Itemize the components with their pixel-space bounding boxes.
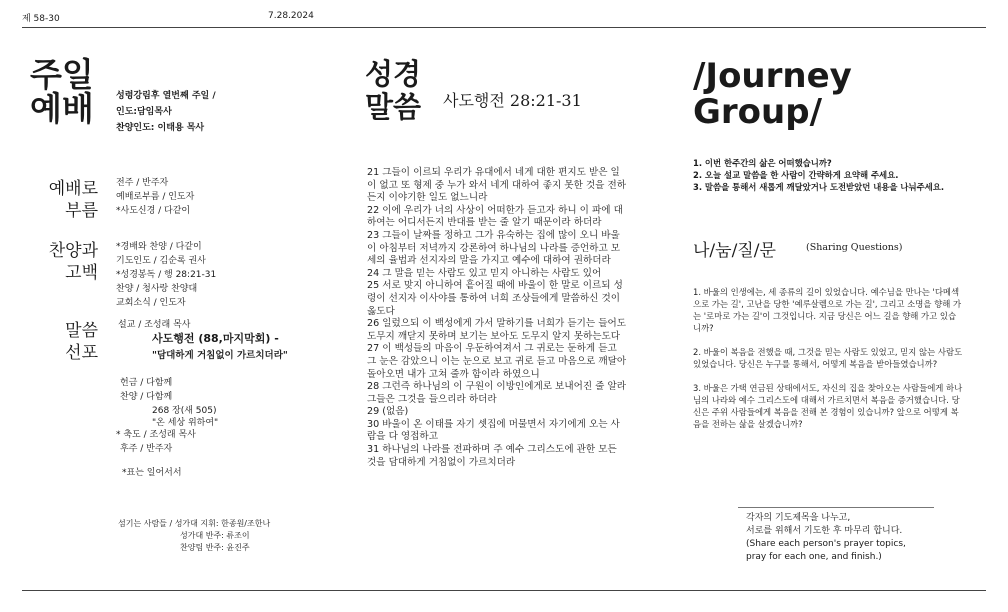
order-item: *성경봉독 / 행 28:21-31 [116, 270, 217, 280]
section-label: 고백 [65, 263, 98, 283]
question: 2. 오늘 설교 말씀을 한 사람이 간략하게 요약해 주세요. [693, 170, 899, 180]
verse: 24 그 말을 믿는 사람도 있고 믿지 아니하는 사람도 있어 [367, 267, 602, 279]
verse: 26 일렀으되 이 백성에게 가서 말하기를 너희가 듣기는 들어도 도무지 깨닫지 못하며 보기는 보아도 도무지 알지 못하는도다 [367, 318, 627, 342]
worship-title-line2: 예배 [30, 89, 94, 128]
prayer-divider [738, 507, 934, 508]
prayer-line: pray for each one, and finish.) [746, 552, 882, 562]
scripture-title-line2: 말씀 [365, 90, 422, 124]
section-label: 선포 [65, 343, 98, 363]
prayer-box [746, 512, 906, 564]
order-item: 교회소식 / 인도자 [116, 298, 186, 308]
closing-list [116, 376, 219, 456]
section-label: 부름 [65, 201, 98, 221]
servers-line: 찬양팀 반주: 윤진주 [180, 543, 250, 552]
sharing-title: 나/눔/질/문 [693, 241, 776, 261]
verse: 27 이 백성들의 마음이 우둔하여져서 그 귀로는 둔하게 듣고 그 눈은 감았으니 이는 눈으로 보고 귀로 듣고 마음으로 깨달아 돌아오면 내가 고쳐 줄까 함이라 하였으니 [367, 343, 627, 380]
hymn-title: "온 세상 위하여" [152, 418, 219, 428]
order-item: 찬양 / 다함께 [120, 392, 173, 402]
scripture-reference: 사도행전 28:21-31 [443, 91, 582, 110]
order-item: 기도인도 / 김순록 권사 [116, 256, 206, 266]
verse: 25 서로 맞지 아니하여 흩어질 때에 바울이 한 말로 이르되 성령이 선지자 이사야를 통하여 너희 조상들에게 말씀하신 것이 옳도다 [367, 280, 623, 317]
sharing-subtitle: (Sharing Questions) [806, 242, 903, 253]
sermon-title: 사도행전 (88,마지막회) - [152, 332, 279, 345]
sharing-question: 2. 바울이 복음을 전했을 때, 그것을 믿는 사람도 있었고, 믿지 않는 사람도 있었습니다. 당신은 누구를 통해서, 어떻게 복음을 받아들였습니까? [693, 347, 963, 369]
sharing-question: 3. 바울은 가택 연금된 상태에서도, 자신의 집을 찾아오는 사람들에게 하나님의 나라와 예수 그리스도에 대해서 가르치면서 복음을 증거했습니다. 당신은 주위 사람들에게 복음을 전해 본 경험이 있습니까? 앞으로 어떻게 복음을 전하는 삶을 살겠습니까? [693, 383, 963, 429]
journey-title-line2: Group/ [693, 92, 822, 132]
prayer-line: 각자의 기도제목을 나누고, [746, 513, 851, 523]
order-item: 찬양 / 청사랑 찬양대 [116, 284, 198, 294]
section-sermon [28, 320, 98, 364]
scripture-title-line1: 성경 [365, 57, 422, 91]
verse: 23 그들이 날짜를 정하고 그가 유숙하는 집에 많이 오니 바울이 아침부터 저녁까지 강론하여 하나님의 나라를 증언하고 모세의 율법과 선지자의 말을 가지고 예수에 대하여 권하더라 [367, 229, 621, 267]
verse: 30 바울이 온 이태를 자기 셋집에 머물면서 자기에게 오는 사람을 다 영접하고 [367, 418, 620, 443]
verse: 22 이에 우리가 너의 사상이 어떠한가 듣고자 하니 이 파에 대하여는 어디서든지 반대를 받는 줄 알기 때문이라 하더라 [367, 204, 623, 229]
issue-number: 제 58-30 [22, 14, 60, 24]
call-to-worship-list [116, 176, 194, 218]
verse: 21 그들이 이르되 우리가 유대에서 네게 대한 편지도 받은 일이 없고 또 형제 중 누가 와서 네게 대하여 좋지 못한 것을 전하든지 이야기한 일도 없느니라 [367, 167, 627, 204]
servers-line: 섬기는 사람들 / 성가대 지휘: 한종원/조한나 [118, 519, 271, 528]
praise-leader: 찬양인도: 이태용 목사 [116, 123, 205, 133]
journey-title [693, 58, 852, 130]
hymn-number: 268 장(새 505) [152, 406, 217, 416]
bulletin-date: 7.28.2024 [268, 11, 314, 21]
section-label: 말씀 [65, 321, 98, 341]
order-item: 예배로부름 / 인도자 [116, 192, 195, 202]
top-rule [22, 27, 986, 28]
section-praise-confession [28, 240, 98, 284]
prayer-line: 서로를 위해서 기도한 후 마무리 합니다. [746, 526, 903, 536]
standing-note: *표는 일어서서 [122, 468, 182, 478]
sharing-question: 1. 바울의 인생에는, 세 종류의 길이 있었습니다. 예수님을 만나는 '다메섹으로 가는 길', 고난을 당한 '예루살렘으로 가는 길', 그리고 소명을 향해 가는 '로마로 가는 길'이 그것입니다. 지금 당신은 어느 길을 향해 가고 있습니까? [693, 287, 962, 333]
journey-title-line1: /Journey [693, 56, 852, 96]
sermon-subtitle: "담대하게 거침없이 가르치더라" [152, 350, 288, 361]
service-leader: 인도:담임목사 [116, 107, 172, 117]
order-item: 헌금 / 다함께 [120, 378, 173, 388]
verse: 28 그런즉 하나님의 이 구원이 이방인에게로 보내어진 줄 알라 그들은 그것을 들으리라 하더라 [367, 381, 627, 405]
order-item: *사도신경 / 다같이 [116, 206, 191, 216]
question: 1. 이번 한주간의 삶은 어떠했습니까? [693, 158, 832, 168]
section-label: 찬양과 [48, 241, 98, 261]
question: 3. 말씀을 통해서 새롭게 깨달았거나 도전받았던 내용을 나눠주세요. [693, 182, 945, 192]
servers-line: 성가대 반주: 류조이 [180, 531, 250, 540]
order-item: 전주 / 반주자 [116, 178, 169, 188]
scripture-text [367, 167, 629, 469]
praise-list [116, 240, 216, 310]
service-info [116, 88, 216, 136]
verse: 29 (없음) [367, 406, 409, 418]
worship-title-line1: 주일 [30, 55, 94, 94]
servers-list [118, 518, 270, 554]
prayer-line: (Share each person's prayer topics, [746, 539, 906, 549]
sermon-preacher: 설교 / 조성래 목사 [118, 320, 191, 330]
order-item: *경배와 찬양 / 다같이 [116, 242, 202, 252]
verse: 31 하나님의 나라를 전파하며 주 예수 그리스도에 관한 모든 것을 담대하게 거침없이 가르치더라 [367, 444, 617, 468]
bottom-rule [22, 590, 986, 591]
order-item: * 축도 / 조성래 목사 [116, 430, 196, 440]
order-item: 후주 / 반주자 [120, 444, 173, 454]
section-label: 예배로 [48, 179, 98, 199]
sharing-questions [693, 286, 963, 442]
section-call-to-worship [28, 178, 98, 222]
journey-questions [693, 157, 973, 193]
service-day: 성령강림후 열번째 주일 / [116, 91, 216, 101]
